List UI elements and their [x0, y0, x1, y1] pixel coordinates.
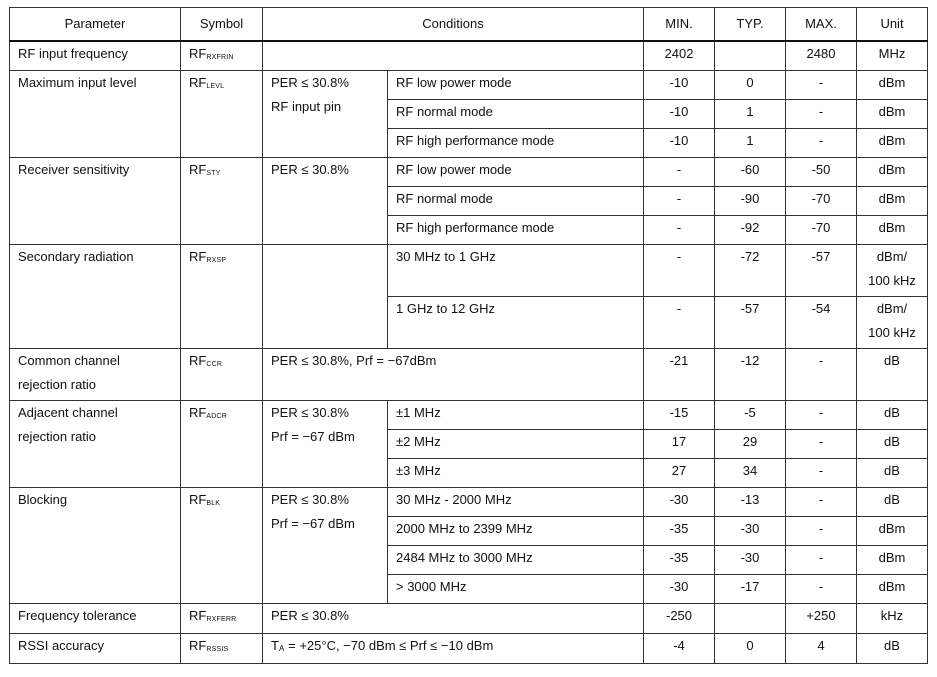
- header-symbol: Symbol: [181, 8, 263, 42]
- unit-cell: kHz: [857, 603, 928, 633]
- mode-cell: RF normal mode: [388, 99, 644, 128]
- unit-cell: dB: [857, 348, 928, 400]
- symbol-cell: $RF_{LEVL}$: [181, 70, 263, 157]
- table-row: [10, 487, 928, 516]
- unit-cell: dBm/ 100 kHz: [857, 296, 928, 348]
- unit-cell: dBm: [857, 215, 928, 244]
- mode-cell: > 3000 MHz: [388, 574, 644, 603]
- param-cell: RSSI accuracy: [10, 633, 181, 663]
- param-cell: RF input frequency: [10, 41, 181, 70]
- unit-cell: dB: [857, 400, 928, 429]
- mode-cell: RF high performance mode: [388, 128, 644, 157]
- header-parameter: Parameter: [10, 8, 181, 42]
- mode-cell: RF low power mode: [388, 157, 644, 186]
- typ-cell: 34: [715, 458, 786, 487]
- max-cell: 2480: [786, 41, 857, 70]
- unit-cell: dB: [857, 633, 928, 663]
- param-cell: Blocking: [10, 487, 181, 603]
- condition-cell: PER ≤ 30.8% Prf = −67 dBm: [263, 487, 388, 603]
- header-max: MAX.: [786, 8, 857, 42]
- min-cell: -35: [644, 545, 715, 574]
- min-cell: -15: [644, 400, 715, 429]
- typ-cell: -13: [715, 487, 786, 516]
- max-cell: -: [786, 429, 857, 458]
- min-cell: -: [644, 186, 715, 215]
- unit-cell: dBm: [857, 186, 928, 215]
- max-cell: -: [786, 487, 857, 516]
- min-cell: -: [644, 244, 715, 296]
- unit-cell: dBm: [857, 574, 928, 603]
- condition-cell: $T_A = +25^\circ C$, −70 dBm ≤ Prf ≤ −10 dBm: [263, 633, 644, 663]
- min-cell: -21: [644, 348, 715, 400]
- table-row: [10, 244, 928, 296]
- typ-cell: -30: [715, 545, 786, 574]
- mode-cell: 2484 MHz to 3000 MHz: [388, 545, 644, 574]
- min-cell: -10: [644, 70, 715, 99]
- typ-cell: -57: [715, 296, 786, 348]
- typ-cell: -5: [715, 400, 786, 429]
- max-cell: -: [786, 128, 857, 157]
- max-cell: -: [786, 70, 857, 99]
- typ-cell: -17: [715, 574, 786, 603]
- min-cell: -30: [644, 487, 715, 516]
- unit-cell: dBm: [857, 157, 928, 186]
- unit-cell: dB: [857, 458, 928, 487]
- typ-cell: 29: [715, 429, 786, 458]
- unit-cell: dBm: [857, 516, 928, 545]
- min-cell: 17: [644, 429, 715, 458]
- max-cell: -70: [786, 215, 857, 244]
- max-cell: -: [786, 400, 857, 429]
- unit-cell: dBm: [857, 128, 928, 157]
- param-cell: Common channel rejection ratio: [10, 348, 181, 400]
- condition-cell: [263, 244, 388, 348]
- symbol-cell: $RF_{ADCR}$: [181, 400, 263, 487]
- mode-cell: ±1 MHz: [388, 400, 644, 429]
- max-cell: -: [786, 516, 857, 545]
- param-cell: Frequency tolerance: [10, 603, 181, 633]
- table-row: [10, 70, 928, 99]
- unit-cell: dB: [857, 487, 928, 516]
- param-cell: Secondary radiation: [10, 244, 181, 348]
- symbol-cell: $RF_{STY}$: [181, 157, 263, 244]
- mode-cell: ±2 MHz: [388, 429, 644, 458]
- mode-cell: 1 GHz to 12 GHz: [388, 296, 644, 348]
- typ-cell: 0: [715, 70, 786, 99]
- spec-table-wrapper: [9, 7, 928, 664]
- max-cell: -: [786, 99, 857, 128]
- table-row: [10, 603, 928, 633]
- mode-cell: RF high performance mode: [388, 215, 644, 244]
- mode-cell: 30 MHz to 1 GHz: [388, 244, 644, 296]
- typ-cell: -90: [715, 186, 786, 215]
- mode-cell: 2000 MHz to 2399 MHz: [388, 516, 644, 545]
- min-cell: -: [644, 296, 715, 348]
- symbol-cell: $RF_{RXFERR}$: [181, 603, 263, 633]
- typ-cell: -72: [715, 244, 786, 296]
- param-cell: Adjacent channel rejection ratio: [10, 400, 181, 487]
- header-min: MIN.: [644, 8, 715, 42]
- unit-cell: dBm: [857, 545, 928, 574]
- mode-cell: RF low power mode: [388, 70, 644, 99]
- symbol-cell: $RF_{RXFRIN}$: [181, 41, 263, 70]
- table-row: [10, 157, 928, 186]
- max-cell: -57: [786, 244, 857, 296]
- unit-cell: dB: [857, 429, 928, 458]
- min-cell: -10: [644, 99, 715, 128]
- typ-cell: -60: [715, 157, 786, 186]
- typ-cell: [715, 41, 786, 70]
- unit-cell: dBm: [857, 70, 928, 99]
- max-cell: -50: [786, 157, 857, 186]
- table-row: [10, 348, 928, 400]
- max-cell: -: [786, 458, 857, 487]
- unit-cell: dBm/ 100 kHz: [857, 244, 928, 296]
- typ-cell: [715, 603, 786, 633]
- min-cell: 27: [644, 458, 715, 487]
- table-row: [10, 41, 928, 70]
- symbol-cell: $RF_{RSSIS}$: [181, 633, 263, 663]
- header-typ: TYP.: [715, 8, 786, 42]
- header-unit: Unit: [857, 8, 928, 42]
- symbol-cell: $RF_{RXSP}$: [181, 244, 263, 348]
- max-cell: -54: [786, 296, 857, 348]
- condition-cell: PER ≤ 30.8% RF input pin: [263, 70, 388, 157]
- max-cell: -: [786, 574, 857, 603]
- symbol-cell: $RF_{CCR}$: [181, 348, 263, 400]
- min-cell: -250: [644, 603, 715, 633]
- param-cell: Maximum input level: [10, 70, 181, 157]
- unit-cell: MHz: [857, 41, 928, 70]
- condition-cell: PER ≤ 30.8%: [263, 157, 388, 244]
- min-cell: 2402: [644, 41, 715, 70]
- min-cell: -: [644, 157, 715, 186]
- mode-cell: ±3 MHz: [388, 458, 644, 487]
- mode-cell: 30 MHz - 2000 MHz: [388, 487, 644, 516]
- unit-cell: dBm: [857, 99, 928, 128]
- condition-cell: PER ≤ 30.8%, Prf = −67dBm: [263, 348, 644, 400]
- rf-receiver-spec-table: [9, 7, 928, 664]
- typ-cell: 1: [715, 128, 786, 157]
- typ-cell: 1: [715, 99, 786, 128]
- typ-cell: 0: [715, 633, 786, 663]
- typ-cell: -30: [715, 516, 786, 545]
- table-row: [10, 633, 928, 663]
- param-cell: Receiver sensitivity: [10, 157, 181, 244]
- condition-cell: PER ≤ 30.8%: [263, 603, 644, 633]
- max-cell: -70: [786, 186, 857, 215]
- header-conditions: Conditions: [263, 8, 644, 42]
- condition-cell: PER ≤ 30.8% Prf = −67 dBm: [263, 400, 388, 487]
- mode-cell: RF normal mode: [388, 186, 644, 215]
- max-cell: -: [786, 545, 857, 574]
- symbol-cell: $RF_{BLK}$: [181, 487, 263, 603]
- condition-cell: [263, 41, 644, 70]
- typ-cell: -92: [715, 215, 786, 244]
- max-cell: +250: [786, 603, 857, 633]
- min-cell: -30: [644, 574, 715, 603]
- min-cell: -10: [644, 128, 715, 157]
- min-cell: -: [644, 215, 715, 244]
- max-cell: 4: [786, 633, 857, 663]
- typ-cell: -12: [715, 348, 786, 400]
- header-row: [10, 8, 928, 42]
- min-cell: -4: [644, 633, 715, 663]
- max-cell: -: [786, 348, 857, 400]
- min-cell: -35: [644, 516, 715, 545]
- table-row: [10, 400, 928, 429]
